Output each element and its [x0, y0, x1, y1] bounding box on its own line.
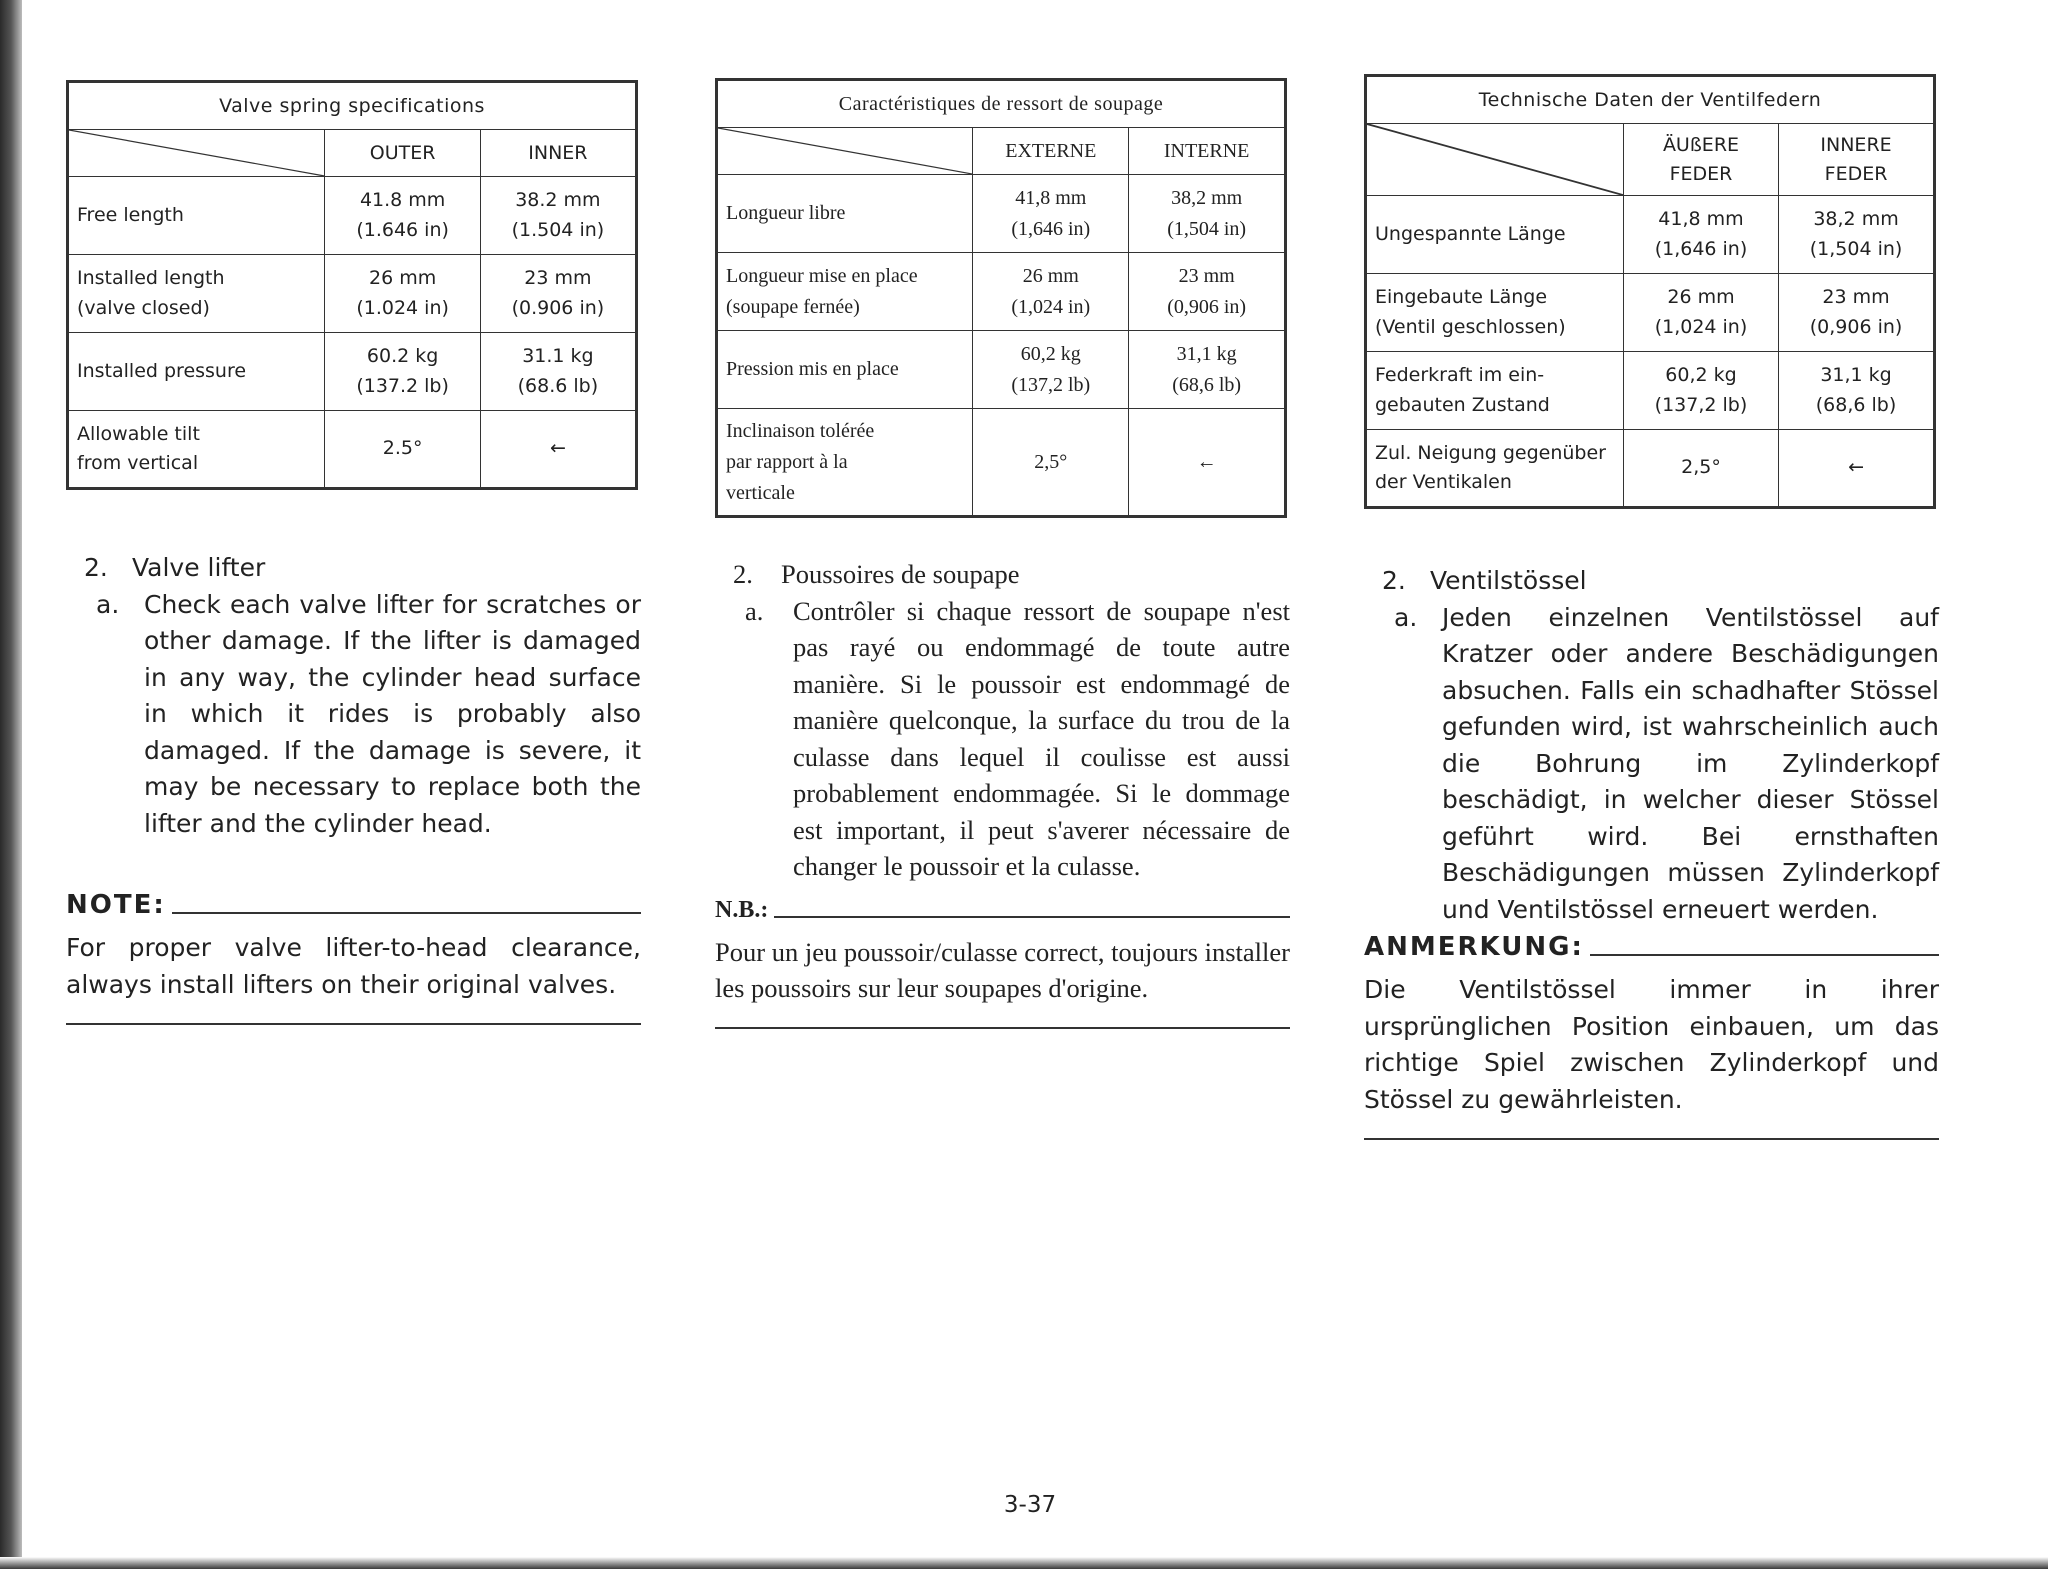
table-row — [1366, 352, 1935, 430]
table-row — [1366, 430, 1935, 508]
note-rule — [172, 912, 641, 914]
outer-value: 26 mm (1,024 in) — [1623, 274, 1778, 352]
row-label: Pression mis en place — [717, 331, 973, 409]
same-as-left-arrow-icon: ← — [1129, 409, 1286, 517]
outer-value: 41.8 mm (1.646 in) — [325, 177, 480, 255]
row-label: Longueur libre — [717, 175, 973, 253]
outer-value: 41,8 mm (1,646 in) — [1623, 196, 1778, 274]
section-heading — [715, 556, 1290, 593]
list-item — [715, 593, 1290, 885]
item-letter: a. — [96, 589, 120, 619]
column-header-inner: INNERE FEDER — [1779, 124, 1935, 196]
row-label: Inclinaison tolérée par rapport à la verticale — [717, 409, 973, 517]
inner-value: 38,2 mm (1,504 in) — [1779, 196, 1935, 274]
row-label: Allowable tilt from vertical — [68, 411, 325, 489]
outer-value: 60,2 kg (137,2 lb) — [1623, 352, 1778, 430]
note-heading — [66, 890, 641, 920]
note-text: For proper valve lifter-to-head clearance, always install lifters on their original valves. — [66, 933, 641, 999]
row-label: Longueur mise en place (soupape fernée) — [717, 253, 973, 331]
page-number: 3-37 — [1003, 1492, 1057, 1518]
outer-value: 26 mm (1,024 in) — [973, 253, 1129, 331]
list-item — [66, 587, 641, 843]
note-text: Die Ventilstössel immer in ihrer ursprünglichen Position einbauen, um das richtige Spiel zwischen Zylinderkopf und Stössel zu gewährleisten. — [1364, 975, 1939, 1114]
inner-value: 31.1 kg (68.6 lb) — [480, 333, 636, 411]
column-header-outer: EXTERNE — [973, 128, 1129, 175]
table-corner-cell — [717, 128, 973, 175]
column-header-outer: OUTER — [325, 130, 480, 177]
table-row — [68, 411, 637, 489]
table-row — [717, 253, 1286, 331]
inner-value: 31,1 kg (68,6 lb) — [1779, 352, 1935, 430]
section-heading — [1364, 563, 1939, 600]
row-label: Federkraft im ein- gebauten Zustand — [1366, 352, 1624, 430]
section-number: 2. — [84, 553, 108, 582]
outer-value: 2,5° — [1623, 430, 1778, 508]
note-label: ANMERKUNG: — [1364, 932, 1584, 962]
section-title: Valve lifter — [132, 553, 266, 582]
valve-spring-spec-table-fr — [715, 78, 1287, 518]
item-letter: a. — [745, 595, 764, 626]
german-column — [1364, 74, 1939, 1140]
inner-value: 38,2 mm (1,504 in) — [1129, 175, 1286, 253]
section-number: 2. — [1382, 566, 1406, 595]
inner-value: 23 mm (0,906 in) — [1779, 274, 1935, 352]
inner-value: 23 mm (0.906 in) — [480, 255, 636, 333]
table-row — [717, 409, 1286, 517]
item-text: Contrôler si chaque ressort de soupape n'est pas rayé ou endommagé de toute autre manière. Si le poussoir est endommagé de manière quelconque, la surface du trou de la culasse dans lequel il coulisse est aussi probablement endommagée. Si le dommage est important, il peut s'averer nécessaire de changer le poussoir et la culasse. — [793, 595, 1290, 881]
outer-value: 60.2 kg (137.2 lb) — [325, 333, 480, 411]
note-end-rule — [1364, 1138, 1939, 1140]
ventilstossel-section — [1364, 563, 1939, 928]
same-as-left-arrow-icon: ← — [480, 411, 636, 489]
row-label: Ungespannte Länge — [1366, 196, 1624, 274]
item-text: Jeden einzelnen Ventilstössel auf Kratzer oder andere Beschädigungen absuchen. Falls ein schadhafter Stössel gefunden wird, ist wahrscheinlich auch die Bohrung im Zylinderkopf beschädigt, in welcher dieser Stössel geführt wird. Bei ernsthaften Beschädigungen müssen Zylinderkopf und Ventilstössel erneuert werden. — [1442, 602, 1939, 924]
inner-value: 31,1 kg (68,6 lb) — [1129, 331, 1286, 409]
note-end-rule — [715, 1027, 1290, 1029]
outer-value: 2,5° — [973, 409, 1129, 517]
english-column — [66, 80, 641, 1025]
item-text: Check each valve lifter for scratches or other damage. If the lifter is damaged in any way, the cylinder head surface in which it rides is probably also damaged. If the damage is severe, it may be necessary to replace both the lifter and the cylinder head. — [144, 589, 641, 838]
note-label: NOTE: — [66, 890, 166, 920]
poussoires-section — [715, 556, 1290, 885]
valve-spring-spec-table-de — [1364, 74, 1936, 509]
table-row — [68, 333, 637, 411]
table-corner-cell — [1366, 124, 1624, 196]
row-label: Installed pressure — [68, 333, 325, 411]
list-item — [1364, 600, 1939, 929]
row-label: Zul. Neigung gegenüber der Ventikalen — [1366, 430, 1624, 508]
valve-lifter-section — [66, 550, 641, 842]
note-label: N.B.: — [715, 896, 769, 923]
row-label: Free length — [68, 177, 325, 255]
table-caption: Technische Daten der Ventilfedern — [1366, 76, 1935, 124]
note-text: Pour un jeu poussoir/culasse correct, toujours installer les poussoirs sur leur soupapes d'origine. — [715, 936, 1290, 1003]
column-header-inner: INTERNE — [1129, 128, 1286, 175]
outer-value: 26 mm (1.024 in) — [325, 255, 480, 333]
section-title: Ventilstössel — [1430, 566, 1587, 595]
table-row — [1366, 196, 1935, 274]
column-header-inner: INNER — [480, 130, 636, 177]
table-row — [1366, 274, 1935, 352]
column-header-outer: ÄUßERE FEDER — [1623, 124, 1778, 196]
table-row — [717, 331, 1286, 409]
section-number: 2. — [733, 559, 753, 589]
note-heading — [715, 897, 1290, 924]
outer-value: 60,2 kg (137,2 lb) — [973, 331, 1129, 409]
valve-spring-spec-table-en — [66, 80, 638, 490]
section-heading — [66, 550, 641, 587]
inner-value: 23 mm (0,906 in) — [1129, 253, 1286, 331]
note-rule — [774, 916, 1290, 918]
note-end-rule — [66, 1023, 641, 1025]
page-bottom-shadow — [0, 1557, 2048, 1569]
table-corner-cell — [68, 130, 325, 177]
outer-value: 2.5° — [325, 411, 480, 489]
row-label: Installed length (valve closed) — [68, 255, 325, 333]
book-binding-shadow — [0, 0, 22, 1569]
table-caption: Valve spring specifications — [68, 82, 637, 130]
item-letter: a. — [1394, 602, 1418, 632]
table-row — [68, 255, 637, 333]
table-row — [717, 175, 1286, 253]
note-rule — [1590, 954, 1939, 956]
same-as-left-arrow-icon: ← — [1779, 430, 1935, 508]
note-heading — [1364, 932, 1939, 962]
outer-value: 41,8 mm (1,646 in) — [973, 175, 1129, 253]
inner-value: 38.2 mm (1.504 in) — [480, 177, 636, 255]
row-label: Eingebaute Länge (Ventil geschlossen) — [1366, 274, 1624, 352]
french-column — [715, 78, 1290, 1029]
section-title: Poussoires de soupape — [781, 559, 1020, 589]
table-caption: Caractéristiques de ressort de soupage — [717, 80, 1286, 128]
table-row — [68, 177, 637, 255]
